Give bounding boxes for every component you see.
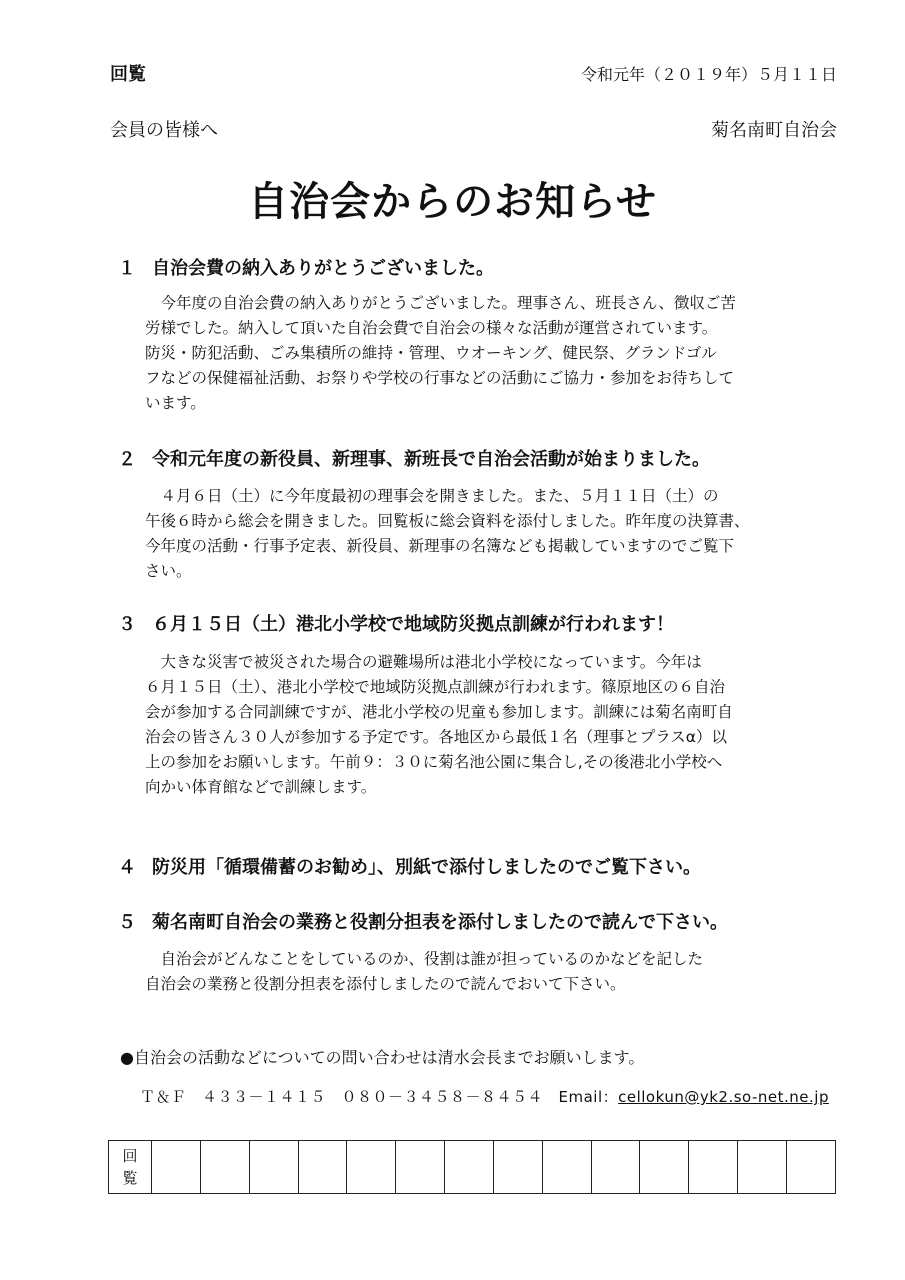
signoff-cell[interactable] bbox=[396, 1141, 445, 1194]
circulation-label-bottom: 覧 bbox=[122, 1169, 138, 1187]
issue-date: 令和元年（２０１９年）５月１１日 bbox=[580, 65, 837, 84]
circulation-table bbox=[108, 1140, 836, 1194]
section-4-heading: 防災用「循環備蓄のお勧め」、別紙で添付しましたのでご覧下さい。 bbox=[152, 857, 701, 878]
signoff-cell[interactable] bbox=[542, 1141, 591, 1194]
section-2-number: ２ bbox=[118, 449, 136, 470]
circulation-label-top: 回 bbox=[122, 1147, 138, 1165]
signoff-cell[interactable] bbox=[689, 1141, 738, 1194]
section-1-number: １ bbox=[118, 258, 136, 279]
contact-note: ●自治会の活動などについての問い合わせは清水会長までお願いします。 bbox=[120, 1048, 645, 1067]
section-2-heading: 令和元年度の新役員、新理事、新班長で自治会活動が始まりました。 bbox=[152, 449, 710, 470]
signoff-cell[interactable] bbox=[249, 1141, 298, 1194]
signoff-cell[interactable] bbox=[493, 1141, 542, 1194]
section-5-body: 自治会がどんなことをしているのか、役割は誰が担っているのかなどを記した 自治会の業務と役割分担表を添付しましたので読んでおいて下さい。 bbox=[145, 950, 704, 993]
section-3-number: ３ bbox=[118, 614, 136, 635]
contact-phone: Ｔ＆Ｆ ４３３－１４１５ ０８０－３４５８－８４５４ Email： bbox=[140, 1088, 619, 1106]
signoff-cell[interactable] bbox=[200, 1141, 249, 1194]
section-1-heading: 自治会費の納入ありがとうございました。 bbox=[152, 258, 494, 279]
signoff-cell[interactable] bbox=[591, 1141, 640, 1194]
section-4-number: ４ bbox=[118, 857, 136, 878]
signoff-cell[interactable] bbox=[298, 1141, 347, 1194]
section-2-body: ４月６日（土）に今年度最初の理事会を開きました。また、５月１１日（土）の 午後６時から総会を開きました。回覧板に総会資料を添付しました。昨年度の決算書、 今年度の活動・行事予定表、新役員、新理事の名簿なども掲載していますのでご覧下 さい。 bbox=[145, 487, 750, 580]
signoff-cell[interactable] bbox=[347, 1141, 396, 1194]
circulation-label bbox=[109, 1141, 152, 1194]
recipient: 会員の皆様へ bbox=[110, 120, 218, 141]
section-3-body: 大きな災害で被災された場合の避難場所は港北小学校になっています。今年は ６月１５日（土）、港北小学校で地域防災拠点訓練が行われます。篠原地区の６自治 会が参加する合同訓練ですが、港北小学校の児童も参加します。訓練には菊名南町自 治会の皆さん３０人が参加する予定です。各地区から最低１名（理事とプラスα）以 上の参加をお願いします。午前９：３０に菊名池公園に集合し,その後港北小学校へ 向かい体育館などで訓練します。 bbox=[145, 653, 733, 796]
signoff-cell[interactable] bbox=[738, 1141, 787, 1194]
signoff-cell[interactable] bbox=[640, 1141, 689, 1194]
sender: 菊名南町自治会 bbox=[711, 120, 837, 141]
section-3-heading: ６月１５日（土）港北小学校で地域防災拠点訓練が行われます！ bbox=[152, 614, 674, 635]
section-5-heading: 菊名南町自治会の業務と役割分担表を添付しましたので読んで下さい。 bbox=[152, 912, 728, 933]
signoff-cell[interactable] bbox=[445, 1141, 494, 1194]
signoff-cell[interactable] bbox=[786, 1141, 835, 1194]
signoff-cell[interactable] bbox=[152, 1141, 201, 1194]
section-5-number: ５ bbox=[118, 912, 136, 933]
circular-label: 回覧 bbox=[110, 64, 146, 85]
page-title: 自治会からのお知らせ bbox=[248, 179, 657, 225]
section-1-body: 今年度の自治会費の納入ありがとうございました。理事さん、班長さん、徴収ご苦 労様でした。納入して頂いた自治会費で自治会の様々な活動が運営されています。 防災・防犯活動、ごみ集積所の維持・管理、ウオーキング、健民祭、グランドゴル フなどの保健福祉活動、お祭りや学校の行事などの活動にご協力・参加をお待ちして います。 bbox=[145, 294, 736, 412]
contact-email-link[interactable]: cellokun@yk2.so-net.ne.jp bbox=[618, 1088, 829, 1106]
contact-line bbox=[140, 1086, 829, 1107]
